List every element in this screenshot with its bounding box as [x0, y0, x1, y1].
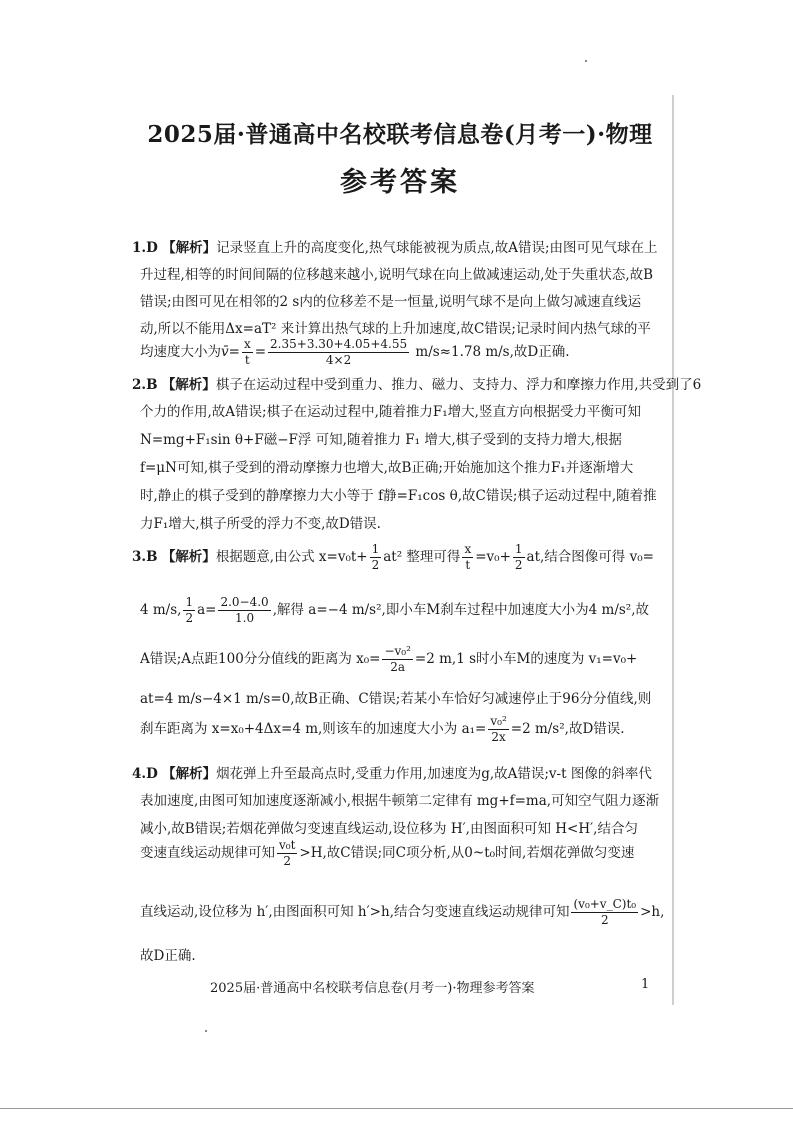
answer-line — [132, 373, 701, 393]
analysis-tag: 【解析】 — [162, 240, 217, 256]
answer-formula-line: A错误;A点距100分分值线的距离为 x₀= $\frac{\text{−v₀²}}{2a}$ =2 m,1 s时小车M的速度为 v₁=v₀+ — [140, 644, 638, 674]
answer-formula-line: 均速度大小为v̄= $\frac{x}{t}$ = $\frac{2.35+3.30+4.05+4.55}{4\times 2}$ m/s≈1.78 m/s,故D正确. — [140, 337, 570, 367]
fraction: $\frac{1}{2}$ — [371, 542, 380, 572]
fraction: $\frac{\text{v₀²}}{2x}$ — [490, 714, 507, 744]
fraction: $\frac{\text{v₀t}}{2}$ — [279, 838, 296, 868]
bottom-edge-rule — [0, 1108, 793, 1109]
answer-line: 错误;由图可见在相邻的2 s内的位移差不是一恒量,说明气球不是向上做匀减速直线运 — [140, 294, 642, 310]
answer-formula-line: 4 m/s, $\frac{1}{2}$ a= $\frac{2.0-4.0}{1.0}$ ,解得 a=−4 m/s²,即小车M刹车过程中加速度大小为4 m/s²,故 — [140, 595, 650, 625]
scan-dot — [585, 60, 587, 62]
answer-formula-line: 3.B 【解析】根据题意,由公式 x=v₀t+ $\frac{1}{2}$ at² 整理可得 $\frac{x}{t}$ =v₀+ $\frac{1}{2}$ at,结合图像可得 v₀= — [132, 542, 654, 572]
answer-line: 表加速度,由图可知加速度逐渐减小,根据牛顿第二定律有 mg+f=ma,可知空气阻力逐渐 — [140, 793, 660, 809]
fraction: $\frac{1}{2}$ — [514, 542, 523, 572]
answer-line: 升过程,相等的时间间隔的位移越来越小,说明气球在向上做减速运动,处于失重状态,故B — [140, 267, 654, 283]
answer-line: at=4 m/s−4×1 m/s=0,故B正确、C错误;若某小车恰好匀减速停止于96分分值线,则 — [140, 691, 652, 707]
fraction: $\frac{\text{−v₀²}}{2a}$ — [384, 644, 411, 674]
analysis-tag: 【解析】 — [161, 377, 216, 393]
answer-number: 2.B — [132, 377, 158, 393]
answer-line: 力F₁增大,棋子所受的浮力不变,故D错误. — [140, 516, 381, 532]
page-subtitle: 参考答案 — [340, 167, 460, 198]
answer-formula-line: 直线运动,设位移为 h′,由图面积可知 h′>h,结合匀变速直线运动规律可知 $\frac{\text{(v₀+v\_C)t₀}}{2}$ >h, — [140, 897, 665, 927]
answer-text: 棋子在运动过程中受到重力、推力、磁力、支持力、浮力和摩擦力作用,共受到了6 — [215, 377, 702, 393]
answer-line — [132, 762, 652, 782]
answer-line: 故D正确. — [140, 948, 196, 964]
answer-text: 记录竖直上升的高度变化,热气球能被视为质点,故A错误;由图可见气球在上 — [216, 240, 658, 256]
fraction: $\frac{1}{2}$ — [185, 595, 194, 625]
fraction: $\frac{2.35+3.30+4.05+4.55}{4\times 2}$ — [270, 337, 408, 367]
answer-text: 烟花弹上升至最高点时,受重力作用,加速度为g,故A错误;v-t 图像的斜率代 — [216, 766, 652, 782]
page-title: 2025届·普通高中名校联考信息卷(月考一)·物理 — [147, 121, 653, 148]
answer-line: N=mg+F₁sin θ+F磁−F浮 可知,随着推力 F₁ 增大,棋子受到的支持力增大,根据 — [140, 432, 622, 448]
answer-number: 4.D — [132, 766, 158, 782]
page-number: 1 — [641, 977, 650, 992]
answer-line: 减小,故B错误;若烟花弹做匀变速直线运动,设位移为 H′,由图面积可知 H<H′,结合匀 — [140, 821, 638, 837]
analysis-tag: 【解析】 — [162, 766, 217, 782]
page-footer: 2025届·普通高中名校联考信息卷(月考一)·物理参考答案 — [210, 981, 535, 996]
answer-line — [132, 236, 658, 256]
answer-formula-line: 变速直线运动规律可知 $\frac{\text{v₀t}}{2}$ >H,故C错误;同C项分析,从0~t₀时间,若烟花弹做匀变速 — [140, 838, 635, 868]
scan-dot — [205, 1030, 207, 1032]
right-margin-rule — [672, 95, 674, 1005]
fraction: $\frac{x}{t}$ — [464, 542, 472, 572]
answer-line: 动,所以不能用Δx=aT² 来计算出热气球的上升加速度,故C错误;记录时间内热气球的平 — [140, 321, 651, 337]
fraction: $\frac{2.0-4.0}{1.0}$ — [220, 595, 269, 625]
analysis-tag: 【解析】 — [161, 549, 216, 565]
fraction: $\frac{\text{(v₀+v\_C)t₀}}{2}$ — [573, 897, 637, 927]
answer-formula-line: 刹车距离为 x=x₀+4Δx=4 m,则该车的加速度大小为 a₁= $\frac{\text{v₀²}}{2x}$ =2 m/s²,故D错误. — [140, 714, 625, 744]
answer-line: 个力的作用,故A错误;棋子在运动过程中,随着推力F₁增大,竖直方向根据受力平衡可知 — [140, 404, 641, 420]
answer-line: f=μN可知,棋子受到的滑动摩擦力也增大,故B正确;开始施加这个推力F₁并逐渐增大 — [140, 460, 634, 476]
answer-number: 3.B — [132, 549, 158, 565]
answer-line: 时,静止的棋子受到的静摩擦力大小等于 f静=F₁cos θ,故C错误;棋子运动过程中,随着推 — [140, 488, 657, 504]
answer-number: 1.D — [132, 240, 158, 256]
fraction: $\frac{x}{t}$ — [243, 337, 251, 367]
